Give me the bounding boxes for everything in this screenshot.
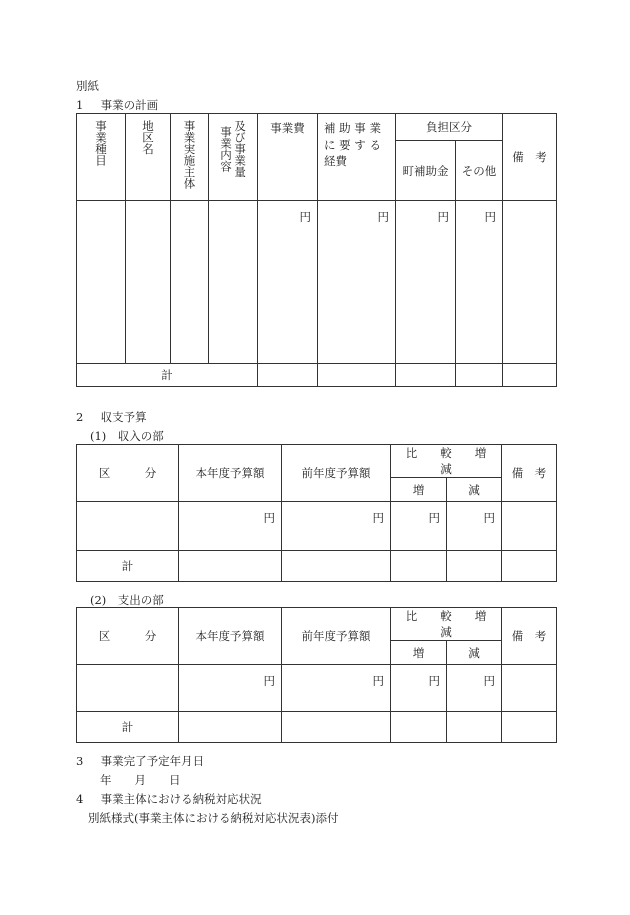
tax-status-attachment-note: 別紙様式(事業主体における納税対応状況表)添付 — [88, 811, 339, 825]
income-table — [76, 444, 557, 582]
income-data-row — [77, 502, 557, 551]
header-comparison: 比 較 増 減 — [391, 608, 502, 641]
header-remarks: 備 考 — [502, 445, 557, 502]
header-area-name: 地区名 — [126, 114, 171, 201]
header-previous-budget: 前年度予算額 — [282, 445, 391, 502]
section-2-heading — [76, 409, 147, 425]
section-4-heading — [76, 791, 262, 807]
income-section-label: (1) 収入の部 — [90, 429, 164, 443]
expense-table — [76, 607, 557, 743]
header-decrease: 減 — [447, 641, 502, 665]
yen-unit: 円 — [318, 201, 396, 364]
yen-unit: 円 — [447, 665, 502, 712]
header-project-content: 及び事業量 事業内容 — [209, 114, 258, 201]
expense-data-row — [77, 665, 557, 712]
yen-unit: 円 — [391, 502, 447, 551]
yen-unit: 円 — [179, 502, 282, 551]
header-classification: 区 分 — [77, 445, 179, 502]
yen-unit: 円 — [447, 502, 502, 551]
expense-section-label: (2) 支出の部 — [90, 593, 164, 607]
header-subsidy-cost: 補 助 事 業 に 要 す る 経費 — [318, 114, 396, 201]
section-1-title: 事業の計画 — [100, 98, 159, 112]
header-town-subsidy: 町補助金 — [396, 141, 456, 201]
header-remarks: 備 考 — [503, 114, 557, 201]
income-total-row — [77, 551, 557, 582]
yen-unit: 円 — [258, 201, 318, 364]
header-decrease: 減 — [447, 478, 502, 502]
header-increase: 増 — [391, 478, 447, 502]
attachment-label: 別紙 — [76, 79, 99, 93]
header-increase: 増 — [391, 641, 447, 665]
total-label: 計 — [77, 364, 258, 387]
section-2-title: 収支予算 — [100, 410, 147, 424]
section-3-title: 事業完了予定年月日 — [100, 754, 205, 768]
header-current-budget: 本年度予算額 — [179, 608, 282, 665]
header-comparison: 比 較 増 減 — [391, 445, 502, 478]
header-project-type: 事業種目 — [77, 114, 126, 201]
yen-unit: 円 — [282, 665, 391, 712]
expense-total-row — [77, 712, 557, 743]
section-1-number: 1 — [76, 98, 84, 112]
section-3-heading — [76, 753, 204, 769]
section-4-number: 4 — [76, 792, 84, 806]
header-previous-budget: 前年度予算額 — [282, 608, 391, 665]
section-2-number: 2 — [76, 410, 84, 424]
plan-table — [76, 113, 557, 387]
header-project-cost: 事業費 — [258, 114, 318, 201]
yen-unit: 円 — [282, 502, 391, 551]
header-other: その他 — [456, 141, 503, 201]
yen-unit: 円 — [396, 201, 456, 364]
total-label: 計 — [77, 551, 179, 582]
plan-data-row — [77, 201, 557, 364]
section-3-number: 3 — [76, 754, 84, 768]
section-4-title: 事業主体における納税対応状況 — [100, 792, 262, 806]
header-remarks: 備 考 — [502, 608, 557, 665]
plan-total-row — [77, 364, 557, 387]
section-1-heading — [76, 97, 158, 113]
header-implementing-entity: 事業実施主体 — [171, 114, 209, 201]
completion-date: 年 月 日 — [100, 773, 181, 787]
header-current-budget: 本年度予算額 — [179, 445, 282, 502]
yen-unit: 円 — [456, 201, 503, 364]
yen-unit: 円 — [179, 665, 282, 712]
header-classification: 区 分 — [77, 608, 179, 665]
total-label: 計 — [77, 712, 179, 743]
yen-unit: 円 — [391, 665, 447, 712]
header-burden-division: 負担区分 — [396, 114, 503, 141]
